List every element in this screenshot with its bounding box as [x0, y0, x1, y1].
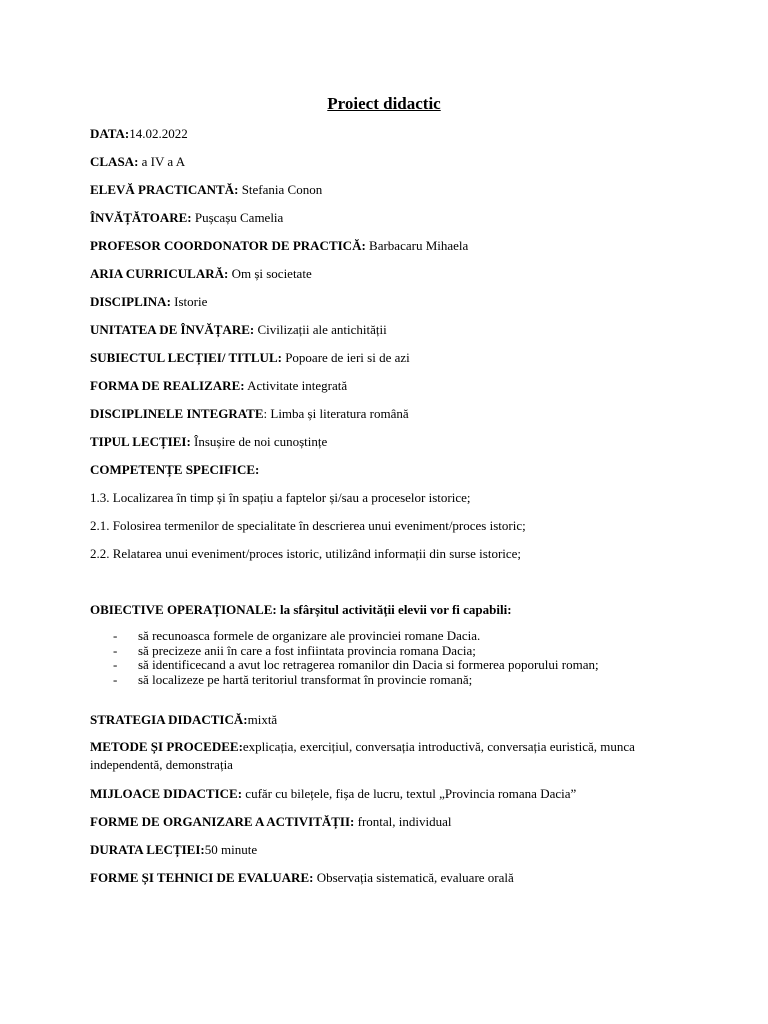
field-value: frontal, individual	[354, 814, 452, 829]
field-label: ELEVĂ PRACTICANTĂ:	[90, 182, 239, 197]
list-item-text: să localizeze pe hartă teritoriul transformat în provincie romană;	[138, 671, 473, 687]
document-title: Proiect didactic	[327, 94, 441, 113]
field-aria-curriculara	[90, 266, 312, 282]
field-value: 14.02.2022	[129, 126, 188, 141]
field-value: : Limba și literatura română	[263, 406, 409, 421]
field-value: a IV a A	[138, 154, 186, 169]
field-value: Barbacaru Mihaela	[365, 238, 469, 253]
field-value: 50 minute	[204, 842, 258, 857]
list-item-text: să recunoasca formele de organizare ale provinciei romane Dacia.	[138, 628, 481, 643]
field-label: METODE ȘI PROCEDEE:	[90, 739, 243, 754]
field-label: PROFESOR COORDONATOR DE PRACTICĂ:	[90, 238, 366, 253]
list-item	[113, 629, 599, 644]
field-label: TIPUL LECȚIEI:	[90, 434, 191, 449]
field-label: CLASA:	[90, 154, 139, 169]
field-metode-si-procedee	[90, 738, 670, 774]
field-label: MIJLOACE DIDACTICE:	[90, 786, 243, 801]
field-obiective-operationale	[90, 602, 512, 618]
field-label: STRATEGIA DIDACTICĂ:	[90, 712, 248, 727]
field-label: DISCIPLINA:	[90, 294, 171, 309]
field-label: FORMA DE REALIZARE:	[90, 378, 245, 393]
field-value: Istorie	[170, 294, 208, 309]
field-value: Însușire de noi cunoștințe	[190, 434, 328, 449]
field-value: mixtă	[247, 712, 278, 727]
list-item	[113, 658, 599, 673]
field-eleva-practicanta	[90, 182, 322, 198]
field-clasa	[90, 154, 185, 170]
field-value: Om și societate	[228, 266, 312, 281]
list-item-text: să precizeze anii în care a fost infiintata provincia romana Dacia;	[138, 642, 476, 658]
list-item	[113, 644, 599, 659]
competenta-item: 2.2. Relatarea unui eveniment/proces istoric, utilizând informații din surse istorice;	[90, 546, 522, 561]
field-strategia-didactica	[90, 712, 277, 728]
field-label: FORME DE ORGANIZARE A ACTIVITĂȚII:	[90, 814, 355, 829]
field-value: Observația sistematică, evaluare orală	[313, 870, 514, 885]
dash-bullet-icon: -	[113, 642, 118, 658]
dash-bullet-icon: -	[113, 671, 118, 687]
field-disciplina	[90, 294, 207, 310]
field-label: OBIECTIVE OPERAȚIONALE: la sfârșitul activității elevii vor fi capabili:	[90, 602, 512, 617]
field-label: SUBIECTUL LECȚIEI/ TITLUL:	[90, 350, 282, 365]
list-item-text: să identificecand a avut loc retragerea romanilor din Dacia si formerea poporului roman;	[138, 657, 599, 672]
field-label: COMPETENȚE SPECIFICE:	[90, 462, 260, 477]
dash-bullet-icon: -	[113, 628, 118, 643]
field-value: explicația, exercițiul, conversația introductivă, conversația euristică, munca independentă, demonstrația	[90, 739, 635, 772]
field-subiectul-lectiei	[90, 350, 410, 366]
field-unitatea-de-invatare	[90, 322, 387, 338]
field-forme-si-tehnici-de-evaluare	[90, 870, 514, 886]
dash-bullet-icon: -	[113, 657, 118, 672]
competenta-item: 2.1. Folosirea termenilor de specialitate în descrierea unui eveniment/proces istoric;	[90, 518, 526, 533]
list-item	[113, 673, 599, 688]
field-label: DURATA LECȚIEI:	[90, 842, 205, 857]
field-mijloace-didactice	[90, 786, 576, 802]
field-data	[90, 126, 188, 142]
field-value: cufăr cu bilețele, fișa de lucru, textul „Provincia romana Dacia”	[242, 786, 577, 801]
field-value: Civilizații ale antichității	[254, 322, 387, 337]
field-tipul-lectiei	[90, 434, 327, 450]
field-forme-de-organizare	[90, 814, 452, 830]
field-label: UNITATEA DE ÎNVĂȚARE:	[90, 322, 255, 337]
field-label: DISCIPLINELE INTEGRATE	[90, 406, 264, 421]
field-forma-de-realizare	[90, 378, 347, 394]
competenta-item: 1.3. Localizarea în timp și în spațiu a faptelor și/sau a proceselor istorice;	[90, 490, 471, 505]
field-invatatoare	[90, 210, 283, 226]
field-disciplinele-integrate	[90, 406, 409, 422]
field-value: Stefania Conon	[238, 182, 323, 197]
field-label: ARIA CURRICULARĂ:	[90, 266, 229, 281]
field-value: Popoare de ieri si de azi	[281, 350, 410, 365]
field-label: FORME ȘI TEHNICI DE EVALUARE:	[90, 870, 314, 885]
field-value: Activitate integrată	[244, 378, 348, 393]
field-competente-specifice	[90, 462, 259, 478]
field-durata-lectiei	[90, 842, 257, 858]
field-value: Pușcașu Camelia	[191, 210, 284, 225]
field-profesor-coordonator	[90, 238, 468, 254]
field-label: ÎNVĂȚĂTOARE:	[90, 210, 192, 225]
field-label: DATA:	[90, 126, 130, 141]
obiective-list	[113, 629, 599, 687]
